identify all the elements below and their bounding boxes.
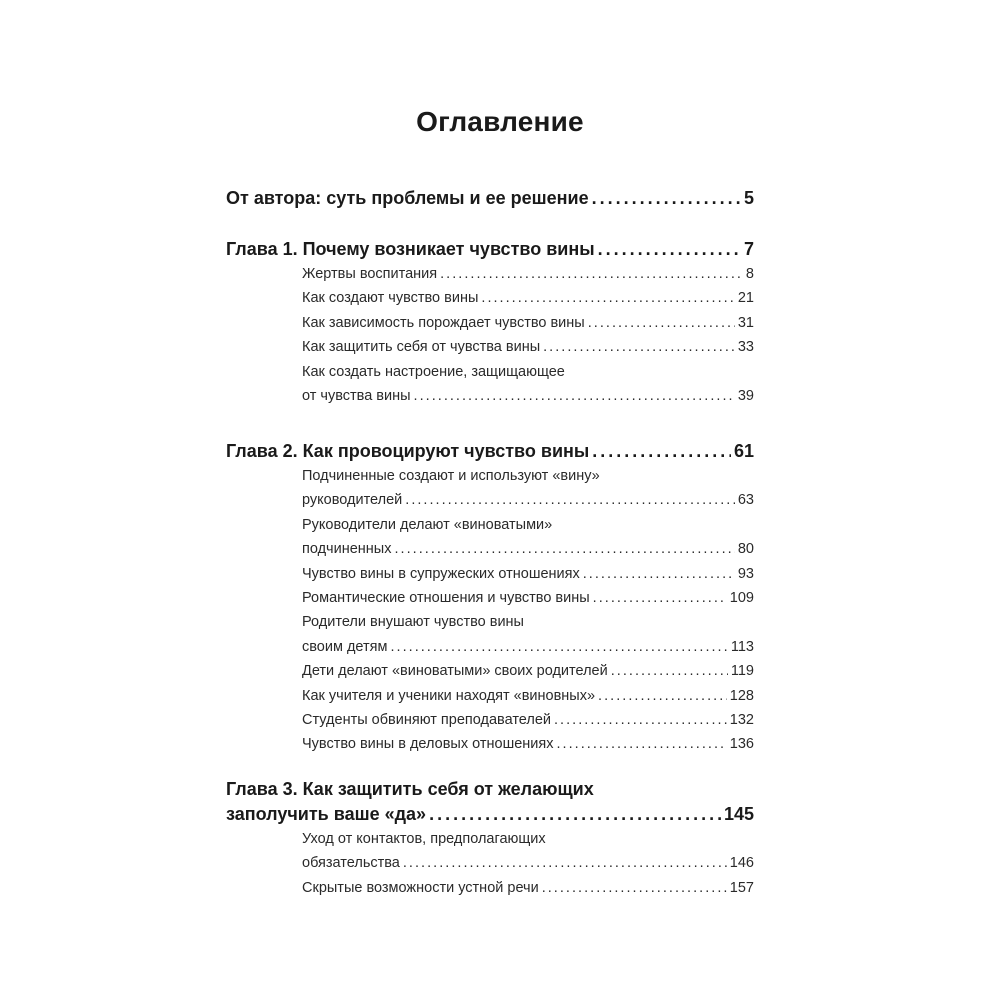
page-number: 39 xyxy=(737,388,754,405)
leader-dots xyxy=(390,635,727,659)
entry-title-cont: от чувства вины xyxy=(302,388,411,405)
entry-title: Студенты обвиняют преподавателей xyxy=(302,712,551,729)
leader-dots xyxy=(611,659,728,683)
entry-title-cont: заполучить ваше «да» xyxy=(226,804,427,824)
section-entry[interactable] xyxy=(302,708,754,732)
entry-title: Глава 3. Как защитить себя от желающих xyxy=(226,779,594,799)
section-entry[interactable] xyxy=(302,684,754,708)
leader-dots xyxy=(440,262,743,286)
entry-title: Родители внушают чувство вины xyxy=(302,614,524,631)
entry-title: Как защитить себя от чувства вины xyxy=(302,339,541,356)
page-number: 7 xyxy=(743,239,754,259)
entry-title-cont: своим детям xyxy=(302,638,388,655)
entry-title: Жертвы воспитания xyxy=(302,266,438,282)
entry-title: Подчиненные создают и используют «вину» xyxy=(302,468,600,484)
leader-dots xyxy=(593,586,727,610)
entry-title: Глава 1. Почему возникает чувство вины xyxy=(226,239,595,259)
entry-title: Глава 2. Как провоцируют чувство вины xyxy=(226,441,590,461)
page-number: 132 xyxy=(729,712,754,729)
leader-dots xyxy=(592,186,741,211)
page-number: 80 xyxy=(737,541,754,558)
entry-title-cont: руководителей xyxy=(302,492,403,509)
leader-dots xyxy=(405,488,735,512)
leader-dots xyxy=(542,876,727,900)
page-number: 8 xyxy=(745,266,754,282)
entry-title: Чувство вины в супружеских отношениях xyxy=(302,565,580,582)
entry-title-cont: обязательства xyxy=(302,855,400,872)
toc-preface[interactable] xyxy=(226,186,754,211)
section-entry[interactable] xyxy=(302,262,754,286)
entry-title: Дети делают «виноватыми» своих родителей xyxy=(302,663,608,680)
page-number: 146 xyxy=(729,855,754,872)
section-entry[interactable] xyxy=(302,659,754,683)
entry-title: Уход от контактов, предполагающих xyxy=(302,831,546,847)
chapter-entry[interactable] xyxy=(226,777,754,827)
page-number: 93 xyxy=(737,565,754,582)
leader-dots xyxy=(592,439,731,464)
toc-chapter-3 xyxy=(226,777,754,900)
section-entry[interactable] xyxy=(302,610,754,659)
section-entry[interactable] xyxy=(302,732,754,756)
section-entry[interactable] xyxy=(302,311,754,335)
toc-chapter-2 xyxy=(226,439,754,757)
section-entry[interactable] xyxy=(302,586,754,610)
leader-dots xyxy=(583,562,735,586)
page-number: 119 xyxy=(730,663,754,680)
section-entry[interactable] xyxy=(302,513,754,562)
page-number: 31 xyxy=(737,314,754,331)
toc-chapter-1 xyxy=(226,237,754,408)
section-entry[interactable] xyxy=(302,562,754,586)
leader-dots xyxy=(554,708,727,732)
entry-title: Скрытые возможности устной речи xyxy=(302,879,539,896)
entry-title: Как создают чувство вины xyxy=(302,290,479,307)
page-number: 21 xyxy=(737,290,754,307)
leader-dots xyxy=(403,851,727,875)
section-entry[interactable] xyxy=(302,335,754,359)
entry-title: Как зависимость порождает чувство вины xyxy=(302,314,585,331)
leader-dots xyxy=(429,802,721,827)
page-number: 128 xyxy=(729,687,754,704)
page-number: 157 xyxy=(729,879,754,896)
entry-title: Романтические отношения и чувство вины xyxy=(302,590,590,607)
entry-title: Как учителя и ученики находят «виновных» xyxy=(302,687,596,704)
chapter-entry[interactable] xyxy=(226,237,754,262)
entry-title-cont: подчиненных xyxy=(302,541,392,558)
page-number: 145 xyxy=(723,804,754,824)
section-entry[interactable] xyxy=(302,286,754,310)
page-number: 63 xyxy=(737,492,754,509)
leader-dots xyxy=(588,311,735,335)
entry-title: От автора: суть проблемы и ее решение xyxy=(226,188,589,208)
section-entry[interactable] xyxy=(302,360,754,409)
leader-dots xyxy=(598,237,741,262)
entry-title: Чувство вины в деловых отношениях xyxy=(302,736,554,753)
page-number: 109 xyxy=(729,590,754,607)
leader-dots xyxy=(414,384,735,408)
page-title: Оглавление xyxy=(416,106,584,137)
leader-dots xyxy=(598,684,727,708)
section-entry[interactable] xyxy=(302,876,754,900)
section-entry[interactable] xyxy=(302,464,754,513)
chapter-entry[interactable] xyxy=(226,439,754,464)
page-number: 136 xyxy=(729,736,754,753)
leader-dots xyxy=(394,537,734,561)
leader-dots xyxy=(556,732,726,756)
page-number: 61 xyxy=(733,441,754,461)
section-entry[interactable] xyxy=(302,827,754,876)
entry-title: Как создать настроение, защищающее xyxy=(302,363,565,380)
entry-title: Руководители делают «виноватыми» xyxy=(302,516,553,533)
page-number: 5 xyxy=(743,188,754,208)
leader-dots xyxy=(481,286,734,310)
leader-dots xyxy=(543,335,735,359)
page-number: 33 xyxy=(737,339,754,356)
page-number: 113 xyxy=(730,638,754,655)
